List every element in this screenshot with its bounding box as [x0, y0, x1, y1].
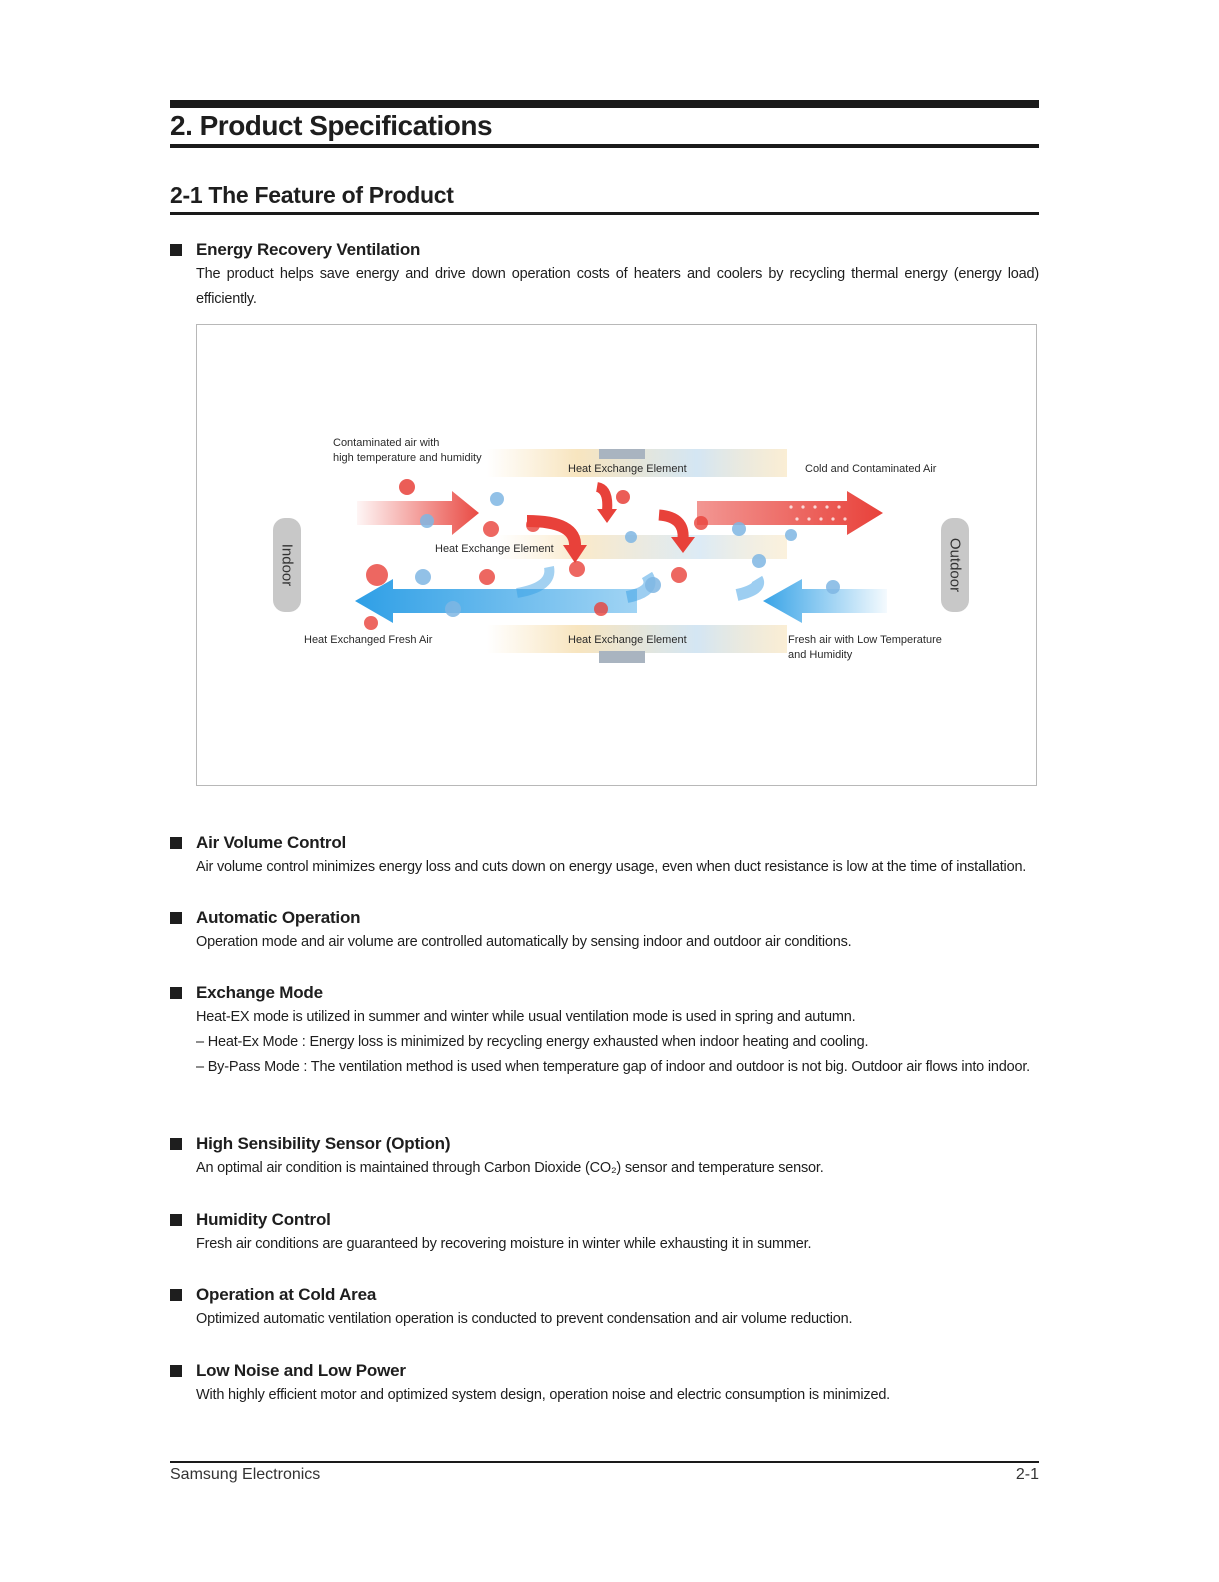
bullet-square-icon [170, 1289, 182, 1301]
warm-outflow-arrow [697, 491, 883, 535]
bullet-square-icon [170, 1214, 182, 1226]
outdoor-tag [941, 518, 969, 612]
element-band-bottom-cap [599, 651, 645, 663]
warm-inflow-arrow [357, 491, 479, 535]
feature-description: Operation mode and air volume are controlled automatically by sensing indoor and outdoor air conditions. [196, 934, 852, 950]
bullet-square-icon [170, 1365, 182, 1377]
bullet-square-icon [170, 912, 182, 924]
section-rule [170, 212, 1039, 215]
warm-curve-arrow-2-head [597, 509, 617, 523]
indoor-label: Indoor [278, 543, 296, 587]
exchange-bypass-mode: – By-Pass Mode : The ventilation method is used when temperature gap of indoor and outdoor is not big. Outdoor air flows into indoor. [196, 1059, 1030, 1075]
feature-heading: Automatic Operation [196, 908, 361, 927]
label-heat-element-top: Heat Exchange Element [568, 463, 687, 475]
chapter-top-rule [170, 100, 1039, 108]
feature-heading: Low Noise and Low Power [196, 1361, 406, 1380]
feature-heading: Operation at Cold Area [196, 1285, 377, 1304]
bullet-square-icon [170, 1138, 182, 1150]
warm-curve-arrow-2 [597, 487, 607, 511]
energy-recovery-diagram [196, 324, 1037, 786]
feature-heading: Energy Recovery Ventilation [196, 240, 421, 259]
bullet-square-icon [170, 837, 182, 849]
feature-heading: Exchange Mode [196, 983, 323, 1002]
exchange-intro: Heat-EX mode is utilized in summer and winter while usual ventilation mode is used in spring and autumn. [196, 1009, 856, 1025]
footer-company: Samsung Electronics [170, 1466, 321, 1483]
indoor-tag [273, 518, 301, 612]
bullet-square-icon [170, 987, 182, 999]
airflow-illustration [197, 325, 1038, 787]
label-contaminated-air: Contaminated air with high temperature and humidity [333, 437, 482, 464]
label-fresh-air-low-temp: Fresh air with Low Temperature and Humidity [788, 634, 942, 661]
exchange-heat-ex-mode: – Heat-Ex Mode : Energy loss is minimized by recycling energy exhausted when indoor heating and cooling. [196, 1034, 869, 1050]
feature-heading: Air Volume Control [196, 833, 347, 852]
feature-description: The product helps save energy and drive down operation costs of heaters and coolers by recycling thermal energy (energy load) efficiently. [196, 266, 1039, 307]
footer-page-number: 2-1 [1015, 1466, 1039, 1483]
label-heat-element-bottom: Heat Exchange Element [568, 634, 687, 646]
cool-inflow-arrow [763, 579, 887, 623]
feature-description: Air volume control minimizes energy loss and cuts down on energy usage, even when duct resistance is low at the time of installation. [196, 859, 1027, 875]
feature-description: An optimal air condition is maintained through Carbon Dioxide (CO₂) sensor and temperature sensor. [196, 1160, 824, 1176]
feature-heading: Humidity Control [196, 1210, 331, 1229]
label-heat-element-mid: Heat Exchange Element [435, 543, 554, 555]
cool-curve-arrow-1 [737, 579, 758, 595]
bullet-square-icon [170, 244, 182, 256]
footer-rule [170, 1461, 1039, 1463]
element-band-top-cap [599, 449, 645, 459]
chapter-bottom-rule [170, 144, 1039, 148]
feature-description: Optimized automatic ventilation operation is conducted to prevent condensation and air volume reduction. [196, 1311, 853, 1327]
feature-description: With highly efficient motor and optimized system design, operation noise and electric consumption is minimized. [196, 1387, 891, 1403]
chapter-title: 2. Product Specifications [170, 110, 493, 141]
cool-outflow-arrow [355, 579, 637, 623]
feature-description: Fresh air conditions are guaranteed by recovering moisture in winter while exhausting it in summer. [196, 1236, 812, 1252]
feature-heading: High Sensibility Sensor (Option) [196, 1134, 451, 1153]
label-cold-contaminated-air: Cold and Contaminated Air [805, 463, 937, 475]
feature-description [196, 1005, 1039, 1080]
outdoor-label: Outdoor [946, 537, 964, 593]
section-title: 2-1 The Feature of Product [170, 182, 454, 208]
label-heat-exchanged-fresh-air: Heat Exchanged Fresh Air [304, 634, 433, 646]
